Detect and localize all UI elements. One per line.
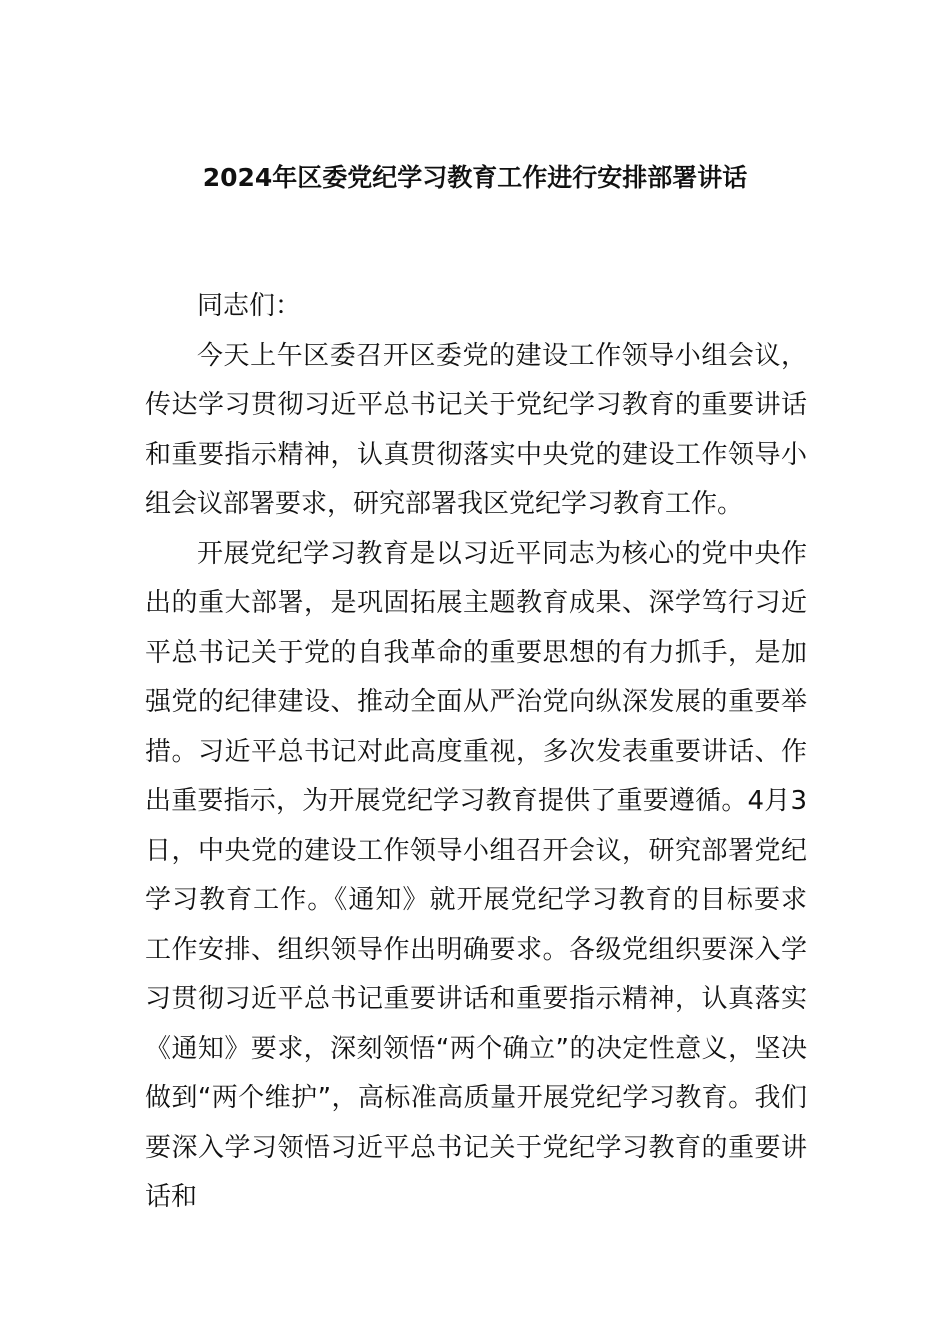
salutation: 同志们：: [197, 291, 302, 321]
paragraph-1: 今天上午区委召开区委党的建设工作领导小组会议，传达学习贯彻习近平总书记关于党纪学习教育的重要讲话和重要指示精神，认真贯彻落实中央党的建设工作领导小组会议部署要求，研究部署我区党纪学习教育工作。: [145, 340, 807, 519]
paragraph-2: 开展党纪学习教育是以习近平同志为核心的党中央作出的重大部署，是巩固拓展主题教育成果、深学笃行习近平总书记关于党的自我革命的重要思想的有力抓手，是加强党的纪律建设、推动全面从严治党向纵深发展的重要举措。习近平总书记对此高度重视，多次发表重要讲话、作出重要指示，为开展党纪学习教育提供了重要遵循。4月3日，中央党的建设工作领导小组召开会议，研究部署党纪学习教育工作。《通知》就开展党纪学习教育的目标要求工作安排、组织领导作出明确要求。各级党组织要深入学习贯彻习近平总书记重要讲话和重要指示精神，认真落实《通知》要求，深刻领悟“两个确立”的决定性意义，坚决做到“两个维护”，高标准高质量开展党纪学习教育。我们要深入学习领悟习近平总书记关于党纪学习教育的重要讲话和: [145, 538, 807, 1212]
document-title: 2024年区委党纪学习教育工作进行安排部署讲话: [202, 163, 748, 192]
document-body: [145, 282, 807, 1223]
